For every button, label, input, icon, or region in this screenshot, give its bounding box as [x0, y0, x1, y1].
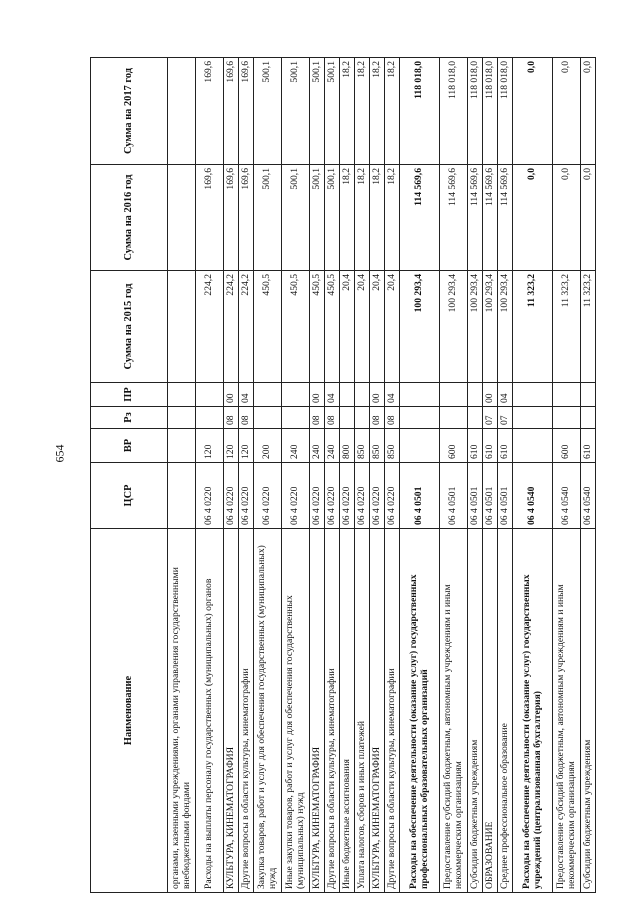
header-rz: Рз — [91, 407, 168, 429]
cell-sum-2017: 500,1 — [282, 58, 310, 165]
cell-vr: 120 — [239, 429, 254, 463]
cell-sum-2015: 11 323,2 — [581, 271, 596, 383]
cell-rz — [440, 407, 468, 429]
table-row — [440, 58, 468, 893]
cell-name: КУЛЬТУРА, КИНЕМАТОГРАФИЯ — [310, 529, 325, 893]
cell-vr: 600 — [440, 429, 468, 463]
table-row — [340, 58, 355, 893]
cell-pr — [254, 383, 282, 407]
cell-sum-2015: 224,2 — [239, 271, 254, 383]
table-row — [168, 58, 196, 893]
cell-sum-2015: 224,2 — [224, 271, 239, 383]
cell-sum-2015: 11 323,2 — [553, 271, 581, 383]
cell-sum-2015: 100 293,4 — [468, 271, 483, 383]
cell-pr — [168, 383, 196, 407]
cell-rz — [282, 407, 310, 429]
cell-sum-2015: 100 293,4 — [400, 271, 440, 383]
cell-pr: 00 — [483, 383, 498, 407]
cell-rz — [254, 407, 282, 429]
cell-sum-2016: 114 569,6 — [468, 165, 483, 271]
table-row — [385, 58, 400, 893]
cell-vr: 200 — [254, 429, 282, 463]
cell-rz — [553, 407, 581, 429]
cell-vr: 850 — [355, 429, 370, 463]
table-row — [468, 58, 483, 893]
cell-vr: 240 — [282, 429, 310, 463]
cell-vr — [400, 429, 440, 463]
cell-vr: 850 — [370, 429, 385, 463]
cell-rz — [168, 407, 196, 429]
cell-sum-2016: 169,6 — [196, 165, 224, 271]
table-row — [239, 58, 254, 893]
cell-name: Субсидии бюджетным учреждениям — [468, 529, 483, 893]
cell-sum-2016 — [168, 165, 196, 271]
cell-rz — [196, 407, 224, 429]
cell-sum-2017: 18,2 — [385, 58, 400, 165]
cell-sum-2015: 224,2 — [196, 271, 224, 383]
cell-sum-2016: 169,6 — [239, 165, 254, 271]
cell-sum-2015: 11 323,2 — [513, 271, 553, 383]
cell-name: КУЛЬТУРА, КИНЕМАТОГРАФИЯ — [370, 529, 385, 893]
cell-pr — [440, 383, 468, 407]
cell-pr: 00 — [310, 383, 325, 407]
cell-sum-2016: 500,1 — [282, 165, 310, 271]
cell-name: Иные закупки товаров, работ и услуг для обеспечения государственных (муниципальных) нужд — [282, 529, 310, 893]
cell-name: Предоставление субсидий бюджетным, автономным учреждениям и иным некоммерческим организациям — [440, 529, 468, 893]
cell-vr: 610 — [468, 429, 483, 463]
cell-csr: 06 4 0501 — [483, 463, 498, 529]
cell-vr: 610 — [581, 429, 596, 463]
cell-csr: 06 4 0501 — [400, 463, 440, 529]
cell-name: Субсидии бюджетным учреждениям — [581, 529, 596, 893]
cell-name: Среднее профессиональное образование — [498, 529, 513, 893]
cell-sum-2015: 100 293,4 — [483, 271, 498, 383]
cell-vr: 240 — [325, 429, 340, 463]
cell-sum-2017: 500,1 — [254, 58, 282, 165]
cell-sum-2017: 118 018,0 — [440, 58, 468, 165]
cell-name: Другие вопросы в области культуры, кинематографии — [239, 529, 254, 893]
cell-sum-2016: 18,2 — [355, 165, 370, 271]
rotated-table-area — [90, 58, 630, 893]
table-row — [483, 58, 498, 893]
cell-pr: 04 — [498, 383, 513, 407]
cell-sum-2016: 114 569,6 — [498, 165, 513, 271]
cell-sum-2017: 169,6 — [196, 58, 224, 165]
cell-rz: 08 — [370, 407, 385, 429]
cell-rz — [581, 407, 596, 429]
table-row — [498, 58, 513, 893]
cell-name: Иные бюджетные ассигнования — [340, 529, 355, 893]
cell-name: Другие вопросы в области культуры, кинематографии — [385, 529, 400, 893]
cell-vr — [168, 429, 196, 463]
cell-name: Расходы на обеспечение деятельности (оказание услуг) государственных учреждений (централизованная бухгалтерия) — [513, 529, 553, 893]
cell-csr — [168, 463, 196, 529]
cell-csr: 06 4 0220 — [385, 463, 400, 529]
cell-vr: 610 — [498, 429, 513, 463]
cell-pr — [553, 383, 581, 407]
cell-sum-2017: 18,2 — [340, 58, 355, 165]
cell-sum-2016: 500,1 — [325, 165, 340, 271]
cell-sum-2016: 18,2 — [340, 165, 355, 271]
cell-vr — [513, 429, 553, 463]
cell-rz: 08 — [310, 407, 325, 429]
rotated-table-wrapper — [90, 58, 630, 893]
cell-rz — [355, 407, 370, 429]
table-row — [254, 58, 282, 893]
cell-vr: 120 — [224, 429, 239, 463]
cell-sum-2015: 100 293,4 — [440, 271, 468, 383]
cell-csr: 06 4 0501 — [498, 463, 513, 529]
cell-pr: 00 — [370, 383, 385, 407]
cell-pr — [468, 383, 483, 407]
cell-pr — [196, 383, 224, 407]
cell-rz: 08 — [325, 407, 340, 429]
cell-sum-2017: 169,6 — [239, 58, 254, 165]
table-row — [513, 58, 553, 893]
cell-rz: 07 — [498, 407, 513, 429]
cell-sum-2016: 114 569,6 — [440, 165, 468, 271]
table-row — [355, 58, 370, 893]
cell-sum-2017: 118 018,0 — [483, 58, 498, 165]
cell-vr: 800 — [340, 429, 355, 463]
header-name: Наименование — [91, 529, 168, 893]
cell-sum-2015: 450,5 — [254, 271, 282, 383]
table-row — [400, 58, 440, 893]
cell-vr: 600 — [553, 429, 581, 463]
cell-csr: 06 4 0220 — [196, 463, 224, 529]
cell-name: Другие вопросы в области культуры, кинематографии — [325, 529, 340, 893]
cell-csr: 06 4 0220 — [370, 463, 385, 529]
cell-sum-2015 — [168, 271, 196, 383]
page-number: 654 — [52, 444, 67, 463]
cell-pr — [513, 383, 553, 407]
table-row — [310, 58, 325, 893]
cell-csr: 06 4 0501 — [468, 463, 483, 529]
cell-sum-2016: 0,0 — [581, 165, 596, 271]
budget-table — [90, 57, 596, 893]
cell-sum-2015: 20,4 — [385, 271, 400, 383]
table-body — [168, 58, 596, 893]
cell-sum-2017: 118 018,0 — [400, 58, 440, 165]
cell-sum-2016: 0,0 — [553, 165, 581, 271]
cell-pr — [400, 383, 440, 407]
cell-csr: 06 4 0220 — [355, 463, 370, 529]
cell-csr: 06 4 0220 — [254, 463, 282, 529]
cell-rz — [400, 407, 440, 429]
cell-sum-2017: 169,6 — [224, 58, 239, 165]
cell-name: Закупка товаров, работ и услуг для обеспечения государственных (муниципальных) нужд — [254, 529, 282, 893]
cell-pr: 00 — [224, 383, 239, 407]
cell-sum-2017: 118 018,0 — [468, 58, 483, 165]
cell-sum-2015: 450,5 — [282, 271, 310, 383]
cell-rz — [468, 407, 483, 429]
header-sum-2017: Сумма на 2017 год — [91, 58, 168, 165]
cell-sum-2016: 500,1 — [310, 165, 325, 271]
cell-sum-2015: 20,4 — [370, 271, 385, 383]
cell-csr: 06 4 0220 — [340, 463, 355, 529]
cell-pr: 04 — [325, 383, 340, 407]
cell-sum-2016: 114 569,6 — [400, 165, 440, 271]
cell-sum-2016: 18,2 — [385, 165, 400, 271]
cell-pr — [355, 383, 370, 407]
cell-sum-2017: 0,0 — [513, 58, 553, 165]
cell-csr: 06 4 0540 — [553, 463, 581, 529]
table-row — [325, 58, 340, 893]
cell-sum-2017: 18,2 — [355, 58, 370, 165]
cell-rz: 08 — [239, 407, 254, 429]
cell-sum-2016: 114 569,6 — [483, 165, 498, 271]
cell-name: Предоставление субсидий бюджетным, автономным учреждениям и иным некоммерческим организациям — [553, 529, 581, 893]
cell-csr: 06 4 0220 — [239, 463, 254, 529]
cell-csr: 06 4 0220 — [224, 463, 239, 529]
cell-sum-2015: 20,4 — [355, 271, 370, 383]
cell-name: Расходы на обеспечение деятельности (оказание услуг) государственных профессиональных образовательных организаций — [400, 529, 440, 893]
table-row — [224, 58, 239, 893]
header-csr: ЦСР — [91, 463, 168, 529]
cell-pr: 04 — [239, 383, 254, 407]
table-row — [282, 58, 310, 893]
cell-name: ОБРАЗОВАНИЕ — [483, 529, 498, 893]
cell-sum-2017: 0,0 — [581, 58, 596, 165]
cell-vr: 610 — [483, 429, 498, 463]
cell-pr: 04 — [385, 383, 400, 407]
cell-pr — [340, 383, 355, 407]
cell-sum-2017: 500,1 — [325, 58, 340, 165]
cell-name: Расходы на выплаты персоналу государственных (муниципальных) органов — [196, 529, 224, 893]
header-vr: ВР — [91, 429, 168, 463]
cell-vr: 240 — [310, 429, 325, 463]
cell-csr: 06 4 0501 — [440, 463, 468, 529]
cell-sum-2016: 18,2 — [370, 165, 385, 271]
cell-sum-2015: 450,5 — [325, 271, 340, 383]
cell-vr: 120 — [196, 429, 224, 463]
cell-sum-2015: 100 293,4 — [498, 271, 513, 383]
header-sum-2016: Сумма на 2016 год — [91, 165, 168, 271]
cell-sum-2015: 20,4 — [340, 271, 355, 383]
table-row — [370, 58, 385, 893]
cell-name: Уплата налогов, сборов и иных платежей — [355, 529, 370, 893]
cell-sum-2017 — [168, 58, 196, 165]
cell-csr: 06 4 0220 — [310, 463, 325, 529]
cell-sum-2017: 118 018,0 — [498, 58, 513, 165]
table-row — [581, 58, 596, 893]
cell-sum-2015: 450,5 — [310, 271, 325, 383]
cell-rz: 07 — [483, 407, 498, 429]
header-pr: ПР — [91, 383, 168, 407]
cell-pr — [282, 383, 310, 407]
cell-sum-2016: 500,1 — [254, 165, 282, 271]
table-header-row — [91, 58, 168, 893]
table-row — [196, 58, 224, 893]
cell-name: КУЛЬТУРА, КИНЕМАТОГРАФИЯ — [224, 529, 239, 893]
cell-rz: 08 — [224, 407, 239, 429]
cell-csr: 06 4 0220 — [282, 463, 310, 529]
cell-rz: 08 — [385, 407, 400, 429]
cell-csr: 06 4 0540 — [581, 463, 596, 529]
header-sum-2015: Сумма на 2015 год — [91, 271, 168, 383]
cell-sum-2017: 0,0 — [553, 58, 581, 165]
cell-rz — [513, 407, 553, 429]
cell-pr — [581, 383, 596, 407]
cell-sum-2016: 0,0 — [513, 165, 553, 271]
table-row — [553, 58, 581, 893]
cell-vr: 850 — [385, 429, 400, 463]
cell-csr: 06 4 0540 — [513, 463, 553, 529]
cell-name: органами, казенными учреждениями, органами управления государственными внебюджетными фондами — [168, 529, 196, 893]
cell-csr: 06 4 0220 — [325, 463, 340, 529]
cell-sum-2017: 500,1 — [310, 58, 325, 165]
cell-sum-2017: 18,2 — [370, 58, 385, 165]
cell-sum-2016: 169,6 — [224, 165, 239, 271]
cell-rz — [340, 407, 355, 429]
